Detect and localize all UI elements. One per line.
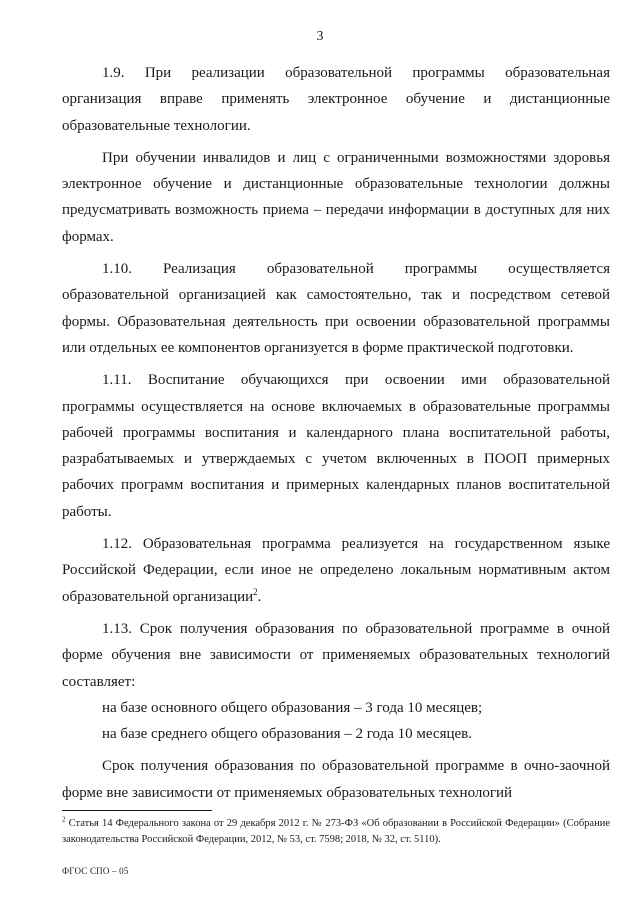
document-code: ФГОС СПО – 05 [62,866,129,876]
paragraph-1-13-basic-general: на базе основного общего образования – 3 года 10 месяцев; [102,699,483,716]
paragraph-1-10: 1.10. Реализация образовательной программы осуществляется образовательной организацией как самостоятельно, так и посредством сетевой формы. Образовательная деятельность при освоении образовательной программы или отдельных ее компонентов организуется в форме практической подготовки. [62,261,610,356]
footnote [62,816,610,848]
paragraph-1-13-secondary-general: на базе среднего общего образования – 2 года 10 месяцев. [102,726,472,743]
paragraph-1-12-text: 1.12. Образовательная программа реализуется на государственном языке Российской Федерации, если иное не определено локальным нормативным актом образовательной организации [62,536,610,605]
paragraph-1-13-part-time: Срок получения образования по образовательной программе в очно-заочной форме вне зависимости от применяемых образовательных технологий [62,758,610,801]
paragraph-1-11: 1.11. Воспитание обучающихся при освоении ими образовательной программы осуществляется на основе включаемых в образовательные программы рабочей программы воспитания и календарного плана воспитательной работы, разрабатываемых и утверждаемых с учетом включенных в ПООП примерных рабочих программ воспитания и примерных календарных планов воспитательной работы. [62,372,610,520]
paragraph-1-12-suffix: . [257,588,262,605]
document-body [62,60,610,806]
paragraph-1-13: 1.13. Срок получения образования по образовательной программе в очной форме обучения вне зависимости от применяемых образовательных технологий составляет: [62,620,610,690]
page-number: 3 [316,29,324,44]
footnote-divider [62,810,212,811]
paragraph-1-12 [62,531,610,610]
footnote-reference[interactable]: 2 [253,586,258,597]
paragraph-1-9-continuation: При обучении инвалидов и лиц с ограниченными возможностями здоровья электронное обучение и дистанционные образовательные технологии должны предусматривать возможность приема – передачи информации в доступных для них формах. [62,149,610,245]
footnote-mark: 2 [62,815,66,824]
footnote-text: Статья 14 Федерального закона от 29 декабря 2012 г. № 273-ФЗ «Об образовании в Российской Федерации» (Собрание законодательства Российской Федерации, 2012, № 53, ст. 7598; 2018, № 32, ст. 5110). [62,818,610,845]
paragraph-1-9: 1.9. При реализации образовательной программы образовательная организация вправе применять электронное обучение и дистанционные образовательные технологии. [62,65,610,134]
